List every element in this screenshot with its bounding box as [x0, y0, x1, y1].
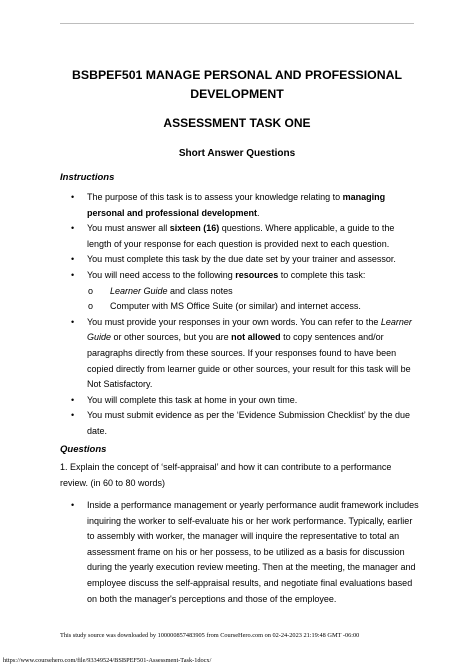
bullet-icon: •	[71, 254, 75, 265]
instructions-list	[60, 190, 420, 440]
title-line-1: BSBPEF501 MANAGE PERSONAL AND PROFESSIONAL	[71, 68, 403, 82]
section-title: Short Answer Questions	[178, 148, 296, 159]
question-1: 1. Explain the concept of ‘self-appraisal’ and how it can contribute to a performance review. (in 60 to 80 words)	[60, 462, 392, 488]
questions-heading: Questions	[60, 444, 107, 455]
source-url: https://www.coursehero.com/file/93349524/BSBPEF501-Assessment-Task-1docx/	[3, 657, 212, 664]
instruction-item: • You must answer all sixteen (16) questions. Where applicable, a guide to the length of your response for each question is provided next to each question.	[71, 223, 395, 249]
answer-1-list	[60, 498, 420, 607]
instruction-item: • You will complete this task at home in your own time.	[60, 393, 420, 409]
resource-item: o Learner Guide and class notes	[60, 284, 420, 300]
instructions-heading: Instructions	[60, 172, 115, 183]
document-title	[60, 66, 414, 104]
bullet-icon: •	[71, 410, 75, 421]
answer-item: • Inside a performance management or yearly performance audit framework includes inquiring the worker to self-evaluate his or her work performance. Typically, earlier to assembly with worker, the manager will inquire the representative to total an assessment frame on his or her possess, to be utilized as a basis for discussion during the yearly execution review meeting. Then at the meeting, the manager and employee discuss the self-appraisal results, and negotiate final evaluations based on both the manager's perceptions and those of the employee.	[71, 500, 419, 604]
bullet-icon: •	[71, 192, 75, 202]
bullet-icon: •	[71, 316, 75, 327]
bullet-icon: •	[71, 500, 75, 510]
bullet-icon: •	[71, 223, 75, 234]
instruction-item: • You must submit evidence as per the ‘Evidence Submission Checklist’ by the due date.	[71, 410, 411, 436]
download-notice: This study source was downloaded by 100000857483905 from CourseHero.com on 02-24-2023 21:19:48 GMT -06:00	[60, 632, 360, 639]
sub-bullet-icon: o	[88, 301, 94, 312]
bullet-icon: •	[71, 269, 75, 280]
resource-item: o Computer with MS Office Suite (or similar) and internet access.	[60, 299, 420, 315]
instruction-item: • You will need access to the following resources to complete this task:	[60, 268, 420, 284]
instruction-item: • You must provide your responses in your own words. You can refer to the Learner Guide or other sources, but you are not allowed to copy sentences and/or paragraphs directly from these sources. If your responses found to have been copied directly from learner guide or other sources, your result for this task will be Not Satisfactory.	[71, 316, 412, 390]
sub-bullet-icon: o	[88, 285, 94, 296]
assessment-title: ASSESSMENT TASK ONE	[163, 116, 311, 130]
bullet-icon: •	[71, 394, 75, 405]
instruction-item: • You must complete this task by the due date set by your trainer and assessor.	[60, 252, 420, 268]
title-line-2: DEVELOPMENT	[190, 87, 284, 101]
header-rule	[60, 23, 414, 24]
instruction-item: • The purpose of this task is to assess your knowledge relating to managing personal and professional development.	[71, 192, 386, 218]
